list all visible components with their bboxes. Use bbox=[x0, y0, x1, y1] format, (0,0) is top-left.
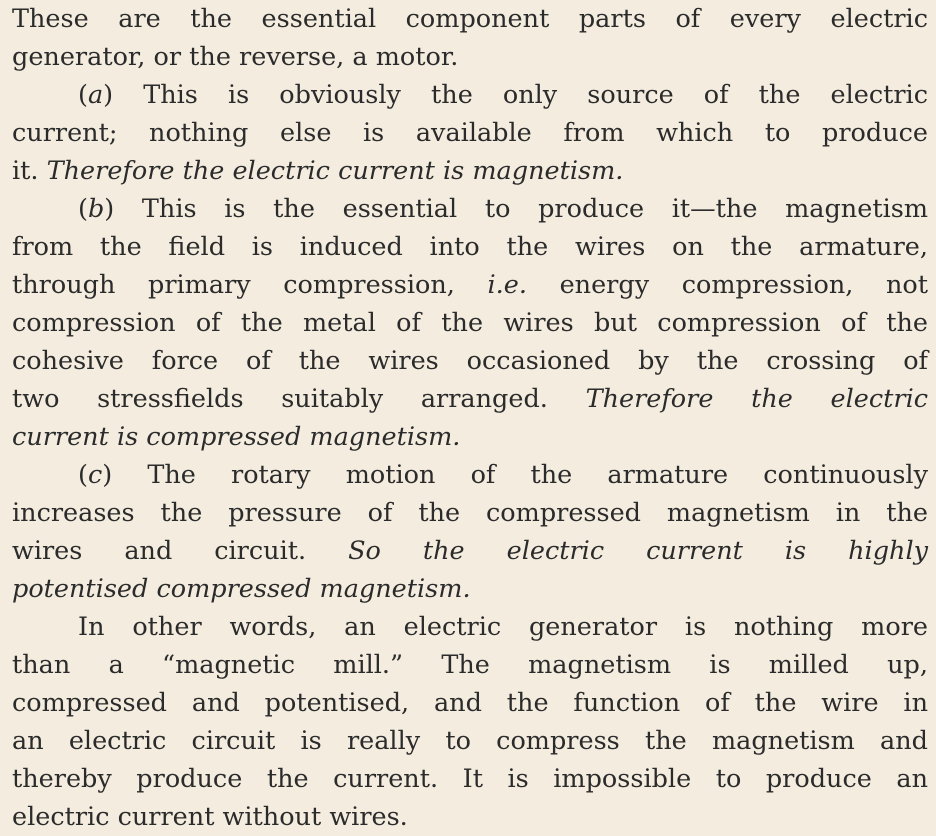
text-line bbox=[12, 266, 928, 304]
text-line: current; nothing else is available from which to produce bbox=[12, 118, 928, 148]
text-span: This is obviously the only source of the electric bbox=[113, 80, 928, 110]
italic-conclusion: Therefore the electric current is magnetism. bbox=[46, 156, 624, 186]
marker-letter: b bbox=[87, 194, 105, 224]
paragraph-c bbox=[12, 456, 928, 608]
text-line: These are the essential component parts of every electric bbox=[12, 4, 928, 34]
italic-conclusion: Therefore the electric bbox=[585, 384, 929, 414]
item-marker-b: (b) bbox=[78, 194, 115, 224]
text-span: energy compression, not bbox=[526, 270, 928, 300]
paragraph-b bbox=[12, 190, 928, 456]
text-span: wires and circuit. bbox=[12, 536, 349, 566]
text-line: electric current without wires. bbox=[12, 802, 408, 832]
paragraph-intro bbox=[12, 0, 928, 76]
italic-conclusion: So the electric current is highly bbox=[348, 536, 929, 566]
text-line bbox=[12, 456, 928, 494]
item-marker-a: (a) bbox=[78, 80, 114, 110]
text-line: from the field is induced into the wires on the armature, bbox=[12, 232, 928, 262]
text-line bbox=[12, 532, 928, 570]
text-line: compression of the metal of the wires but compression of the bbox=[12, 308, 928, 338]
text-line: an electric circuit is really to compress the magnetism and bbox=[12, 726, 928, 756]
text-line bbox=[12, 152, 928, 190]
paragraph-closing bbox=[12, 608, 928, 836]
text-line: compressed and potentised, and the function of the wire in bbox=[12, 688, 928, 718]
text-line bbox=[12, 380, 928, 418]
text-span: The rotary motion of the armature continuously bbox=[112, 460, 928, 490]
text-line: generator, or the reverse, a motor. bbox=[12, 42, 459, 72]
marker-letter: c bbox=[87, 460, 103, 490]
paragraph-a bbox=[12, 76, 928, 190]
text-line: current is compressed magnetism. bbox=[12, 422, 461, 452]
text-span: through primary compression, bbox=[12, 270, 488, 300]
italic-abbreviation: i.e. bbox=[487, 270, 527, 300]
item-marker-c: (c) bbox=[78, 460, 113, 490]
text-line bbox=[12, 190, 928, 228]
marker-letter: a bbox=[87, 80, 104, 110]
text-line: In other words, an electric generator is nothing more bbox=[78, 612, 928, 642]
text-line: cohesive force of the wires occasioned by the crossing of bbox=[12, 346, 928, 376]
text-span: two stressfields suitably arranged. bbox=[12, 384, 586, 414]
text-line: thereby produce the current. It is impossible to produce an bbox=[12, 764, 928, 794]
text-line: potentised compressed magnetism. bbox=[12, 574, 471, 604]
text-span: This is the essential to produce it—the magnetism bbox=[114, 194, 928, 224]
text-line bbox=[12, 76, 928, 114]
text-span: it. bbox=[12, 156, 47, 186]
text-line: than a “magnetic mill.” The magnetism is milled up, bbox=[12, 650, 928, 680]
text-line: increases the pressure of the compressed magnetism in the bbox=[12, 498, 928, 528]
